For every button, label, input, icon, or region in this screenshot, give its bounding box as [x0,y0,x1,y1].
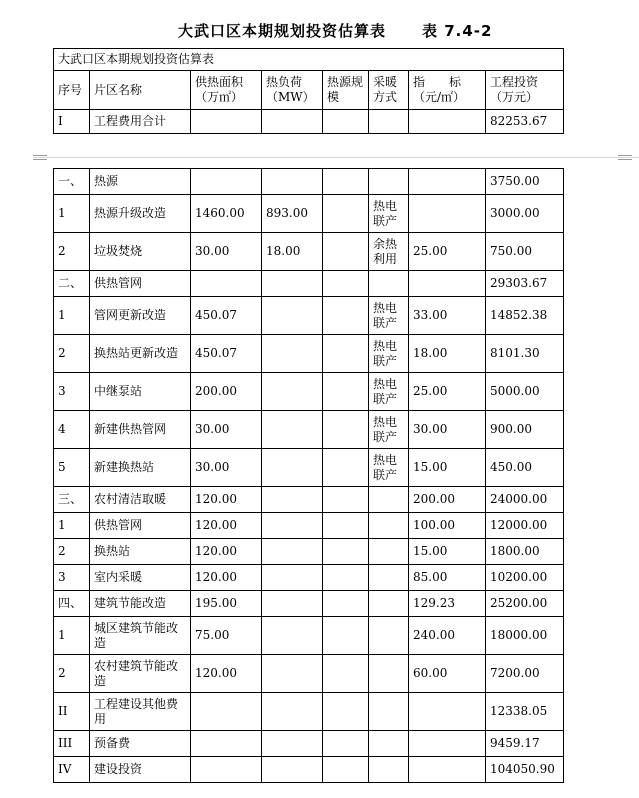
cell-area: 1460.00 [191,195,262,233]
cell-mode [369,513,409,539]
cell-load [262,731,323,757]
cell-load [262,487,323,513]
cell-name: 建筑节能改造 [90,591,191,617]
cell-mode [369,617,409,655]
page-break-mark-left [33,155,47,160]
cell-mode [369,591,409,617]
cell-name: 供热管网 [90,271,191,297]
cell-scale [323,513,369,539]
table-row [54,373,564,411]
cell-mode [369,757,409,783]
cell-name: 农村清洁取暖 [90,487,191,513]
cell-load [262,449,323,487]
cell-invest: 8101.30 [486,335,564,373]
cell-area [191,731,262,757]
cell-index: 33.00 [409,297,486,335]
cell-scale [323,655,369,693]
cell-invest: 450.00 [486,449,564,487]
cell-mode [369,731,409,757]
cell-load [262,169,323,195]
cell-mode [369,487,409,513]
investment-table-page1 [53,48,564,134]
cell-load [262,513,323,539]
cell-index: 85.00 [409,565,486,591]
cell-scale [323,565,369,591]
cell-mode [369,539,409,565]
table-row [54,449,564,487]
cell-scale [323,617,369,655]
cell-no: I [54,110,90,134]
header-mode: 采暖方式 [369,71,409,110]
cell-load [262,565,323,591]
cell-index: 30.00 [409,411,486,449]
table-row [54,617,564,655]
cell-no: 4 [54,411,90,449]
cell-mode: 热电联产 [369,335,409,373]
cell-index: 129.23 [409,591,486,617]
cell-area: 120.00 [191,513,262,539]
cell-area: 120.00 [191,487,262,513]
cell-area [191,757,262,783]
cell-load [262,693,323,731]
table-row [54,110,564,134]
cell-no: IV [54,757,90,783]
cell-area: 450.07 [191,297,262,335]
cell-load [262,335,323,373]
cell-name: 垃圾焚烧 [90,233,191,271]
cell-no: 3 [54,373,90,411]
header-invest: 工程投资（万元） [486,71,564,110]
cell-invest: 5000.00 [486,373,564,411]
cell-invest: 3750.00 [486,169,564,195]
header-load: 热负荷（MW） [262,71,323,110]
cell-name: 农村建筑节能改造 [90,655,191,693]
cell-mode [369,169,409,195]
cell-invest: 9459.17 [486,731,564,757]
cell-load [262,373,323,411]
table-caption: 大武口区本期规划投资估算表 [54,49,564,71]
cell-invest: 10200.00 [486,565,564,591]
cell-mode [369,110,409,134]
cell-index [409,693,486,731]
cell-name: 换热站 [90,539,191,565]
cell-no: II [54,693,90,731]
cell-no: 一、 [54,169,90,195]
table-row [54,757,564,783]
cell-mode: 余热利用 [369,233,409,271]
header-name: 片区名称 [90,71,191,110]
cell-area: 120.00 [191,565,262,591]
cell-invest: 24000.00 [486,487,564,513]
cell-area [191,271,262,297]
cell-mode [369,271,409,297]
cell-invest: 29303.67 [486,271,564,297]
table-row [54,195,564,233]
cell-name: 新建供热管网 [90,411,191,449]
cell-name: 中继泵站 [90,373,191,411]
cell-scale [323,110,369,134]
cell-no: 四、 [54,591,90,617]
cell-scale [323,731,369,757]
cell-scale [323,487,369,513]
cell-invest: 25200.00 [486,591,564,617]
cell-index [409,110,486,134]
cell-index [409,169,486,195]
cell-area: 30.00 [191,233,262,271]
cell-name: 城区建筑节能改造 [90,617,191,655]
cell-scale [323,411,369,449]
cell-area: 200.00 [191,373,262,411]
cell-area: 30.00 [191,449,262,487]
cell-scale [323,297,369,335]
table-row [54,233,564,271]
cell-name: 热源 [90,169,191,195]
cell-mode [369,693,409,731]
cell-no: 1 [54,513,90,539]
cell-name: 室内采暖 [90,565,191,591]
cell-index [409,731,486,757]
cell-no: 三、 [54,487,90,513]
cell-load: 893.00 [262,195,323,233]
cell-no: 5 [54,449,90,487]
cell-load [262,655,323,693]
cell-mode: 热电联产 [369,195,409,233]
cell-index: 25.00 [409,373,486,411]
cell-area: 450.07 [191,335,262,373]
cell-index [409,757,486,783]
investment-table-page2 [53,168,564,783]
cell-invest: 12338.05 [486,693,564,731]
cell-scale [323,373,369,411]
cell-area [191,110,262,134]
cell-load [262,617,323,655]
cell-scale [323,591,369,617]
cell-no: 1 [54,195,90,233]
cell-name: 管网更新改造 [90,297,191,335]
cell-area [191,693,262,731]
cell-load [262,411,323,449]
cell-name: 工程费用合计 [90,110,191,134]
table-code: 表 7.4-2 [422,22,493,40]
cell-name: 工程建设其他费用 [90,693,191,731]
cell-index: 15.00 [409,449,486,487]
cell-name: 换热站更新改造 [90,335,191,373]
header-area: 供热面积（万㎡） [191,71,262,110]
cell-index: 200.00 [409,487,486,513]
cell-load [262,757,323,783]
table-row [54,487,564,513]
cell-mode: 热电联产 [369,449,409,487]
table-row [54,271,564,297]
cell-area: 120.00 [191,539,262,565]
cell-no: 2 [54,655,90,693]
table-row [54,591,564,617]
cell-name: 预备费 [90,731,191,757]
cell-name: 建设投资 [90,757,191,783]
cell-area: 30.00 [191,411,262,449]
table-row [54,693,564,731]
cell-no: 2 [54,539,90,565]
cell-scale [323,233,369,271]
cell-index [409,195,486,233]
page-break-mark-right [618,155,632,160]
cell-index [409,271,486,297]
cell-scale [323,335,369,373]
cell-invest: 900.00 [486,411,564,449]
cell-invest: 104050.90 [486,757,564,783]
cell-index: 60.00 [409,655,486,693]
cell-no: 二、 [54,271,90,297]
cell-mode: 热电联产 [369,297,409,335]
title-text: 大武口区本期规划投资估算表 [178,22,387,40]
cell-area: 75.00 [191,617,262,655]
cell-mode: 热电联产 [369,373,409,411]
cell-load: 18.00 [262,233,323,271]
cell-load [262,539,323,565]
cell-invest: 18000.00 [486,617,564,655]
cell-no: 1 [54,617,90,655]
table-row [54,539,564,565]
cell-load [262,271,323,297]
cell-name: 新建换热站 [90,449,191,487]
cell-index: 100.00 [409,513,486,539]
cell-name: 供热管网 [90,513,191,539]
cell-scale [323,757,369,783]
header-no: 序号 [54,71,90,110]
page-break-line [33,157,639,158]
cell-area [191,169,262,195]
cell-invest: 14852.38 [486,297,564,335]
cell-no: 1 [54,297,90,335]
table-row [54,655,564,693]
cell-no: 3 [54,565,90,591]
cell-name: 热源升级改造 [90,195,191,233]
cell-invest: 750.00 [486,233,564,271]
cell-area: 195.00 [191,591,262,617]
header-scale: 热源规模 [323,71,369,110]
cell-index: 15.00 [409,539,486,565]
cell-scale [323,271,369,297]
cell-invest: 1800.00 [486,539,564,565]
cell-scale [323,693,369,731]
header-row [54,71,564,110]
table-row [54,169,564,195]
table-row [54,297,564,335]
cell-invest: 3000.00 [486,195,564,233]
cell-load [262,110,323,134]
cell-scale [323,449,369,487]
cell-load [262,297,323,335]
cell-no: 2 [54,233,90,271]
cell-invest: 12000.00 [486,513,564,539]
cell-mode [369,655,409,693]
table-row [54,335,564,373]
cell-no: 2 [54,335,90,373]
cell-index: 240.00 [409,617,486,655]
cell-area: 120.00 [191,655,262,693]
cell-index: 18.00 [409,335,486,373]
cell-invest: 7200.00 [486,655,564,693]
table-row [54,565,564,591]
header-index: 指 标（元/㎡） [409,71,486,110]
document-title [178,20,492,41]
cell-scale [323,195,369,233]
cell-mode [369,565,409,591]
cell-index: 25.00 [409,233,486,271]
cell-scale [323,169,369,195]
table-row [54,411,564,449]
cell-no: III [54,731,90,757]
cell-scale [323,539,369,565]
cell-load [262,591,323,617]
cell-invest: 82253.67 [486,110,564,134]
table-row [54,513,564,539]
table-row [54,731,564,757]
cell-mode: 热电联产 [369,411,409,449]
